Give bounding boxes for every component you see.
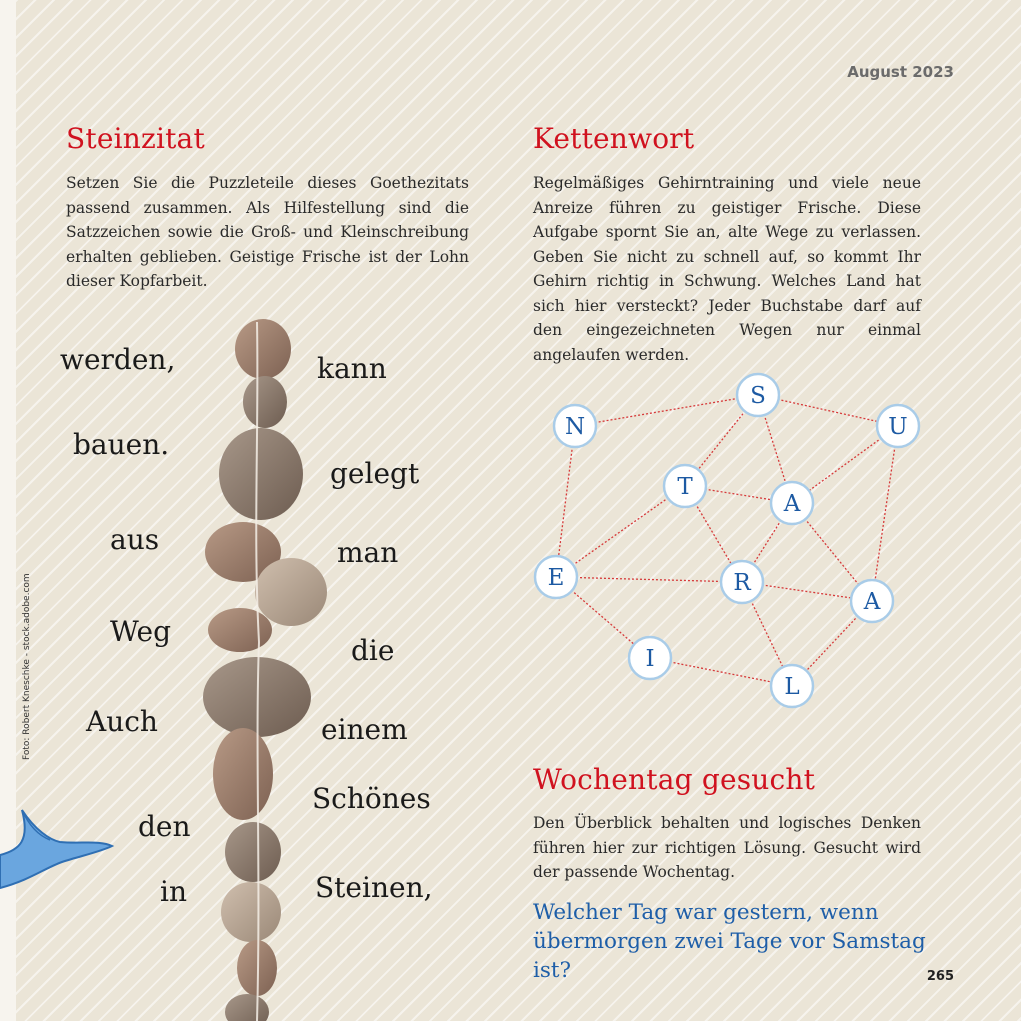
- graph-node-R: [721, 561, 763, 603]
- graph-node-N: [554, 405, 596, 447]
- word-left-3: aus: [110, 523, 160, 556]
- word-left-2: bauen.: [73, 428, 170, 461]
- graph-edge-T-E: [556, 486, 685, 577]
- graph-node-letter: I: [645, 646, 655, 672]
- graph-node-letter: N: [564, 414, 586, 440]
- graph-node-letter: A: [863, 589, 881, 615]
- graph-edge-N-E: [556, 426, 575, 577]
- word-right-6: Schönes: [312, 782, 431, 815]
- graph-node-letter: U: [888, 414, 908, 440]
- graph-node-T: [664, 465, 706, 507]
- graph-node-letter: R: [733, 570, 751, 596]
- whale-tail-illustration: [0, 800, 120, 890]
- letter-chain-graph: [530, 360, 950, 710]
- kettenwort-title: Kettenwort: [533, 122, 695, 155]
- graph-node-S: [737, 374, 779, 416]
- word-left-6: den: [138, 810, 191, 843]
- stone-stack-image: [195, 312, 335, 1021]
- graph-node-letter: T: [677, 474, 693, 500]
- wochentag-title: Wochentag gesucht: [533, 763, 816, 796]
- graph-node-I: [629, 637, 671, 679]
- graph-node-A1: [771, 482, 813, 524]
- steinzitat-text: Setzen Sie die Puzzleteile dieses Goethezitats passend zusammen. Als Hilfestellung sind die Satzzeichen sowie die Groß- und Kleinschreibung erhalten geblieben. Geistige Frische ist der Lohn dieser Kopfarbeit.: [66, 174, 469, 290]
- graph-node-letter: S: [750, 383, 766, 409]
- wochentag-text: Den Überblick behalten und logisches Denken führen hier zur richtigen Lösung. Gesucht wird der passende Wochentag.: [533, 814, 921, 881]
- photo-credit: Foto: Robert Kneschke - stock.adobe.com: [22, 573, 32, 760]
- word-left-7: in: [160, 875, 187, 908]
- graph-edge-U-A2: [872, 426, 898, 601]
- word-left-5: Auch: [86, 705, 158, 738]
- steinzitat-title: Steinzitat: [66, 122, 205, 155]
- page-number: 265: [926, 969, 954, 984]
- graph-edge-E-R: [556, 577, 742, 582]
- word-left-1: werden,: [60, 343, 176, 376]
- graph-node-letter: E: [547, 565, 565, 591]
- word-right-4: die: [351, 634, 395, 667]
- weekday-question: Welcher Tag war gestern, wenn übermorgen zwei Tage vor Samstag ist?: [533, 900, 926, 983]
- word-right-3: man: [337, 536, 399, 569]
- word-right-1: kann: [317, 352, 387, 385]
- graph-node-A2: [851, 580, 893, 622]
- word-right-7: Steinen,: [315, 871, 433, 904]
- graph-edge-N-S: [575, 395, 758, 426]
- kettenwort-text: Regelmäßiges Gehirntraining und viele neue Anreize führen zu geistiger Frische. Diese Aufgabe spornt Sie an, alte Wege zu verlassen. Geben Sie nicht zu schnell auf, so kommt Ihr Gehirn richtig in Schwung. Welches Land hat sich hier versteckt? Jeder Buchstabe darf auf den eingezeichneten Wegen nur einmal angelaufen werden.: [533, 174, 921, 364]
- graph-node-U: [877, 405, 919, 447]
- graph-node-letter: A: [783, 491, 801, 517]
- issue-date: August 2023: [847, 63, 954, 81]
- word-right-2: gelegt: [330, 457, 420, 490]
- word-right-5: einem: [321, 713, 408, 746]
- graph-node-E: [535, 556, 577, 598]
- word-left-4: Weg: [110, 615, 171, 648]
- graph-node-letter: L: [784, 674, 800, 700]
- graph-node-L: [771, 665, 813, 707]
